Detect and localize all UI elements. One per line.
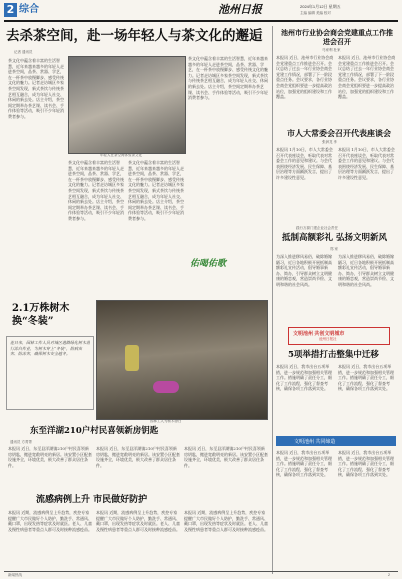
footer-page-tag: 2 xyxy=(388,573,390,577)
marriage-body-1: 为深入推进移风易俗，破除婚嫁陋习，近日各地积极开展抵制高额彩礼宣传活动，倡导婚事新办、简办，引导群众树立文明健康的婚恋观，营造崇尚节俭、文明和谐的社会风尚。 xyxy=(276,254,332,287)
marriage-byline: 郑 家 xyxy=(330,247,338,251)
civic-ad-small: 池州日报社 xyxy=(319,337,337,341)
flu-body-2: 本报讯 近期，流感病例呈上升趋势，疾控专家提醒广大市民做好个人防护，勤洗手、常通风、戴口罩，出现发热等症状及时就医。老人、儿童及慢性病患者等重点人群可及时接种流感疫苗。 xyxy=(96,510,180,532)
newhouse-body-1: 本报讯 近日，东至县洋湖镇210户村民喜领新房钥匙，搬进宽敞明亮的新居。该安置小区配套设施齐全，环境优美，极大改善了群众居住条件。 xyxy=(8,446,92,468)
bottom-ad-banner xyxy=(276,436,396,446)
main-photo xyxy=(68,56,186,154)
main-logo-text: 佑喝佑歌 xyxy=(190,259,227,269)
main-byline: 记者 通讯员 xyxy=(14,50,33,54)
measures-body-1: 本报讯 近日，我市出台五项举措，进一步规范和加强相关管理工作。措施明确了责任分工，细化了工作流程，强化了督查考核，确保各项工作落到实处。 xyxy=(276,364,332,392)
npc-byline: 张润龙 孝 xyxy=(322,140,337,144)
editor-line: 主编 编辑 美编 校对 xyxy=(300,11,331,15)
npc-headline: 市人大常委会召开代表座谈会 xyxy=(287,128,391,138)
tree-photo-caption: 园林工人为树木涂白 xyxy=(150,419,182,423)
flu-body-3: 本报讯 近期，流感病例呈上升趋势，疾控专家提醒广大市民做好个人防护，勤洗手、常通风、戴口罩，出现发热等症状及时就医。老人、儿童及慢性病患者等重点人群可及时接种流感疫苗。 xyxy=(184,510,268,532)
marriage-kicker: 践行万源门建企业社会责任 xyxy=(296,226,338,230)
masthead xyxy=(0,0,402,24)
marriage-headline: 抵制高额彩礼 弘扬文明新风 xyxy=(282,233,387,243)
newhouse-headline: 东至洋湖210户村民喜领新房钥匙 xyxy=(30,426,159,436)
assoc-byline: 马家利 杜家 xyxy=(322,48,341,52)
main-headline: 去杀茶空间，赴一场年轻人与茶文化的邂逅 xyxy=(6,28,263,44)
tree-photo xyxy=(96,300,268,420)
npc-body-2: 本报讯 1月10日，市人大常委会召开代表座谈会，听取代表对常委会工作的意见和建议。与会代表围绕经济发展、民生保障、基层治理等方面踊跃发言，提出了许多建设性意见。 xyxy=(338,147,395,180)
npc-body-1: 本报讯 1月10日，市人大常委会召开代表座谈会，听取代表对常委会工作的意见和建议。与会代表围绕经济发展、民生保障、基层治理等方面踊跃发言，提出了许多建设性意见。 xyxy=(276,147,333,180)
page-number-badge: 2 xyxy=(4,3,17,17)
worker-figure xyxy=(125,345,139,371)
newhouse-byline: 通讯员 方菁菁 xyxy=(10,440,32,444)
tree-headline: 2.1万株树木换“冬装” xyxy=(12,303,70,327)
newhouse-body-3: 本报讯 近日，东至县洋湖镇210户村民喜领新房钥匙，搬进宽敞明亮的新居。该安置小区配套设施齐全，环境优美，极大改善了群众居住条件。 xyxy=(184,446,268,468)
assoc-headline: 池州市行业协会商会党建重点工作推进会召开 xyxy=(281,28,393,46)
assoc-body-2: 本报讯 近日，池州市行业协会商会党建重点工作推进会召开。会议总结了过去一年行业协会商会党建工作情况，部署了下一阶段重点任务。会议要求，各行业协会商会党组织要进一步提高政治站位，加强党的组织建设和工作覆盖。 xyxy=(338,55,396,100)
right-bottom-body-1: 本报讯 近日，我市出台五项举措，进一步规范和加强相关管理工作。措施明确了责任分工，细化了工作流程，强化了督查考核，确保各项工作落到实处。 xyxy=(276,450,332,478)
flowers xyxy=(153,381,179,393)
bottom-ad-text: 文明池州 共同缔造 xyxy=(294,439,336,445)
right-bottom-body-2: 本报讯 近日，我市出台五项举措，进一步规范和加强相关管理工作。措施明确了责任分工，细化了工作流程，强化了督查考核，确保各项工作落到实处。 xyxy=(338,450,394,478)
measures-headline: 5项举措打击整集中迁移 xyxy=(288,350,379,360)
main-body-col3: 茶文化中蕴含着丰富的生活智慧，近年来越来越多的年轻人走进茶空间，品茶、赏器、学艺，在一杯茶中放慢脚步、感受传统文化的魅力。记者走访城区多家茶空间发现，新式茶饮与传统茶艺相互融合，成为年轻人社交、休闲的新去处。店主介绍，茶空间定期举办茶艺课、读书会、手作体验等活动，吸引不少年轻消费者参与。 xyxy=(128,160,184,221)
right-column-rule xyxy=(272,26,273,574)
tree-intro-text: 连日来，园林工作人员对城区道路绿化树木进行涂白作业，为树木穿上“冬装”，防病虫害、防冻害，确保树木安全越冬。 xyxy=(10,340,90,357)
measures-body-2: 本报讯 近日，我市出台五项举措，进一步规范和加强相关管理工作。措施明确了责任分工，细化了工作流程，强化了督查考核，确保各项工作落到实处。 xyxy=(338,364,394,392)
marriage-body-2: 为深入推进移风易俗，破除婚嫁陋习，近日各地积极开展抵制高额彩礼宣传活动，倡导婚事新办、简办，引导群众树立文明健康的婚恋观，营造崇尚节俭、文明和谐的社会风尚。 xyxy=(338,254,394,287)
issue-date: 2024年1月12日 星期五 xyxy=(300,4,341,9)
main-body-col1: 茶文化中蕴含着丰富的生活智慧，近年来越来越多的年轻人走进茶空间，品茶、赏器、学艺，在一杯茶中放慢脚步、感受传统文化的魅力。记者走访城区多家茶空间发现，新式茶饮与传统茶艺相互融合，成为年轻人社交、休闲的新去处。店主介绍，茶空间定期举办茶艺课、读书会、手作体验等活动，吸引不少年轻消费者参与。 xyxy=(8,58,64,119)
civic-ad xyxy=(288,327,390,345)
section-label: 综合 xyxy=(19,4,39,15)
tree-intro-box xyxy=(6,336,94,410)
footer-note: 新闻热线 xyxy=(8,573,22,577)
assoc-body-1: 本报讯 近日，池州市行业协会商会党建重点工作推进会召开。会议总结了过去一年行业协会商会党建工作情况，部署了下一阶段重点任务。会议要求，各行业协会商会党组织要进一步提高政治站位，加强党的组织建设和工作覆盖。 xyxy=(276,55,334,100)
main-photo-caption: 年轻人在茶空间体验茶文化 xyxy=(100,153,142,157)
brand-logo: 池州日报 xyxy=(218,3,262,16)
civic-ad-text: 文明池州 共创文明城市 xyxy=(293,331,345,337)
footer-rule xyxy=(4,571,398,572)
flu-headline: 流感病例上升 市民做好防护 xyxy=(36,495,148,505)
main-body-col2: 茶文化中蕴含着丰富的生活智慧，近年来越来越多的年轻人走进茶空间，品茶、赏器、学艺，在一杯茶中放慢脚步、感受传统文化的魅力。记者走访城区多家茶空间发现，新式茶饮与传统茶艺相互融合，成为年轻人社交、休闲的新去处。店主介绍，茶空间定期举办茶艺课、读书会、手作体验等活动，吸引不少年轻消费者参与。 xyxy=(68,160,124,221)
main-body-col4: 茶文化中蕴含着丰富的生活智慧，近年来越来越多的年轻人走进茶空间，品茶、赏器、学艺，在一杯茶中放慢脚步、感受传统文化的魅力。记者走访城区多家茶空间发现，新式茶饮与传统茶艺相互融合，成为年轻人社交、休闲的新去处。店主介绍，茶空间定期举办茶艺课、读书会、手作体验等活动，吸引不少年轻消费者参与。 xyxy=(188,56,268,101)
newhouse-body-2: 本报讯 近日，东至县洋湖镇210户村民喜领新房钥匙，搬进宽敞明亮的新居。该安置小区配套设施齐全，环境优美，极大改善了群众居住条件。 xyxy=(96,446,180,468)
flu-body-1: 本报讯 近期，流感病例呈上升趋势，疾控专家提醒广大市民做好个人防护，勤洗手、常通风、戴口罩，出现发热等症状及时就医。老人、儿童及慢性病患者等重点人群可及时接种流感疫苗。 xyxy=(8,510,92,532)
masthead-rule xyxy=(4,20,398,22)
